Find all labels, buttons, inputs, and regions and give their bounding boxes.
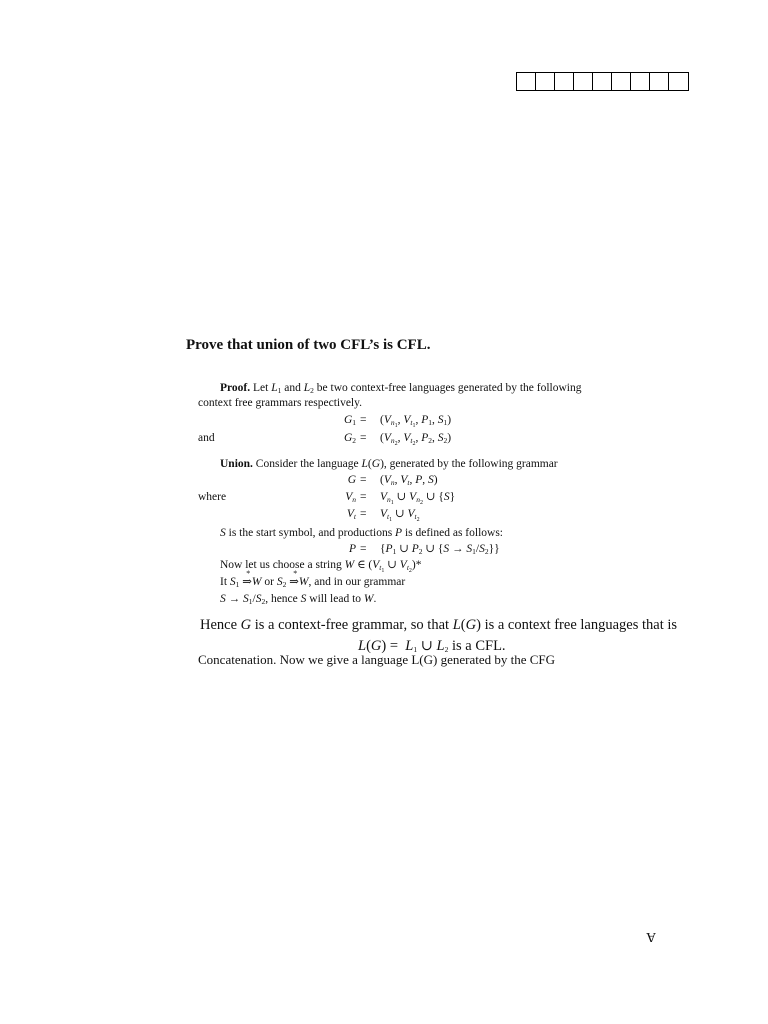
- roll-box: [612, 73, 631, 90]
- roll-box: [593, 73, 612, 90]
- proof-intro-line2: context free grammars respectively.: [198, 397, 363, 409]
- roll-box: [536, 73, 555, 90]
- roll-box: [555, 73, 574, 90]
- cutoff-text: Concatenation. Now we give a language L(G) generated by the CFG: [198, 652, 556, 667]
- conclusion-line: Hence G is a context-free grammar, so that L(G) is a context free languages that is: [200, 617, 678, 633]
- union-intro: Union. Consider the language L(G), generated by the following grammar: [220, 458, 558, 470]
- and-label: and: [198, 432, 215, 444]
- roll-box: [669, 73, 688, 90]
- where-label: where: [198, 491, 227, 503]
- roll-box: [631, 73, 650, 90]
- lead-text: $S \to S_1/S_2$, hence S will lead to W.: [220, 593, 377, 606]
- start-symbol-text: S is the start symbol, and productions P is defined as follows:: [220, 527, 504, 539]
- derivation-text: It $S_1$ ⇒ * W or $S_2$ ⇒ * W, and in our grammar: [220, 569, 406, 589]
- roll-box: [650, 73, 669, 90]
- question-heading: Prove that union of two CFL’s is CFL.: [186, 337, 431, 353]
- page-number: A: [646, 929, 657, 944]
- roll-number-boxes: [516, 72, 689, 91]
- conclusion-formula: $L(G) = L_1$ ∪ $L_2$ is a CFL.: [358, 638, 506, 654]
- roll-box: [574, 73, 593, 90]
- proof-intro: Proof. Let $L_1$ and $L_2$ be two context-free languages generated by the following: [220, 382, 582, 395]
- roll-box: [517, 73, 536, 90]
- choose-string-text: Now let us choose a string W ∈ ($V_{t_1}$ ∪ $V_{t_2})*$: [220, 559, 422, 574]
